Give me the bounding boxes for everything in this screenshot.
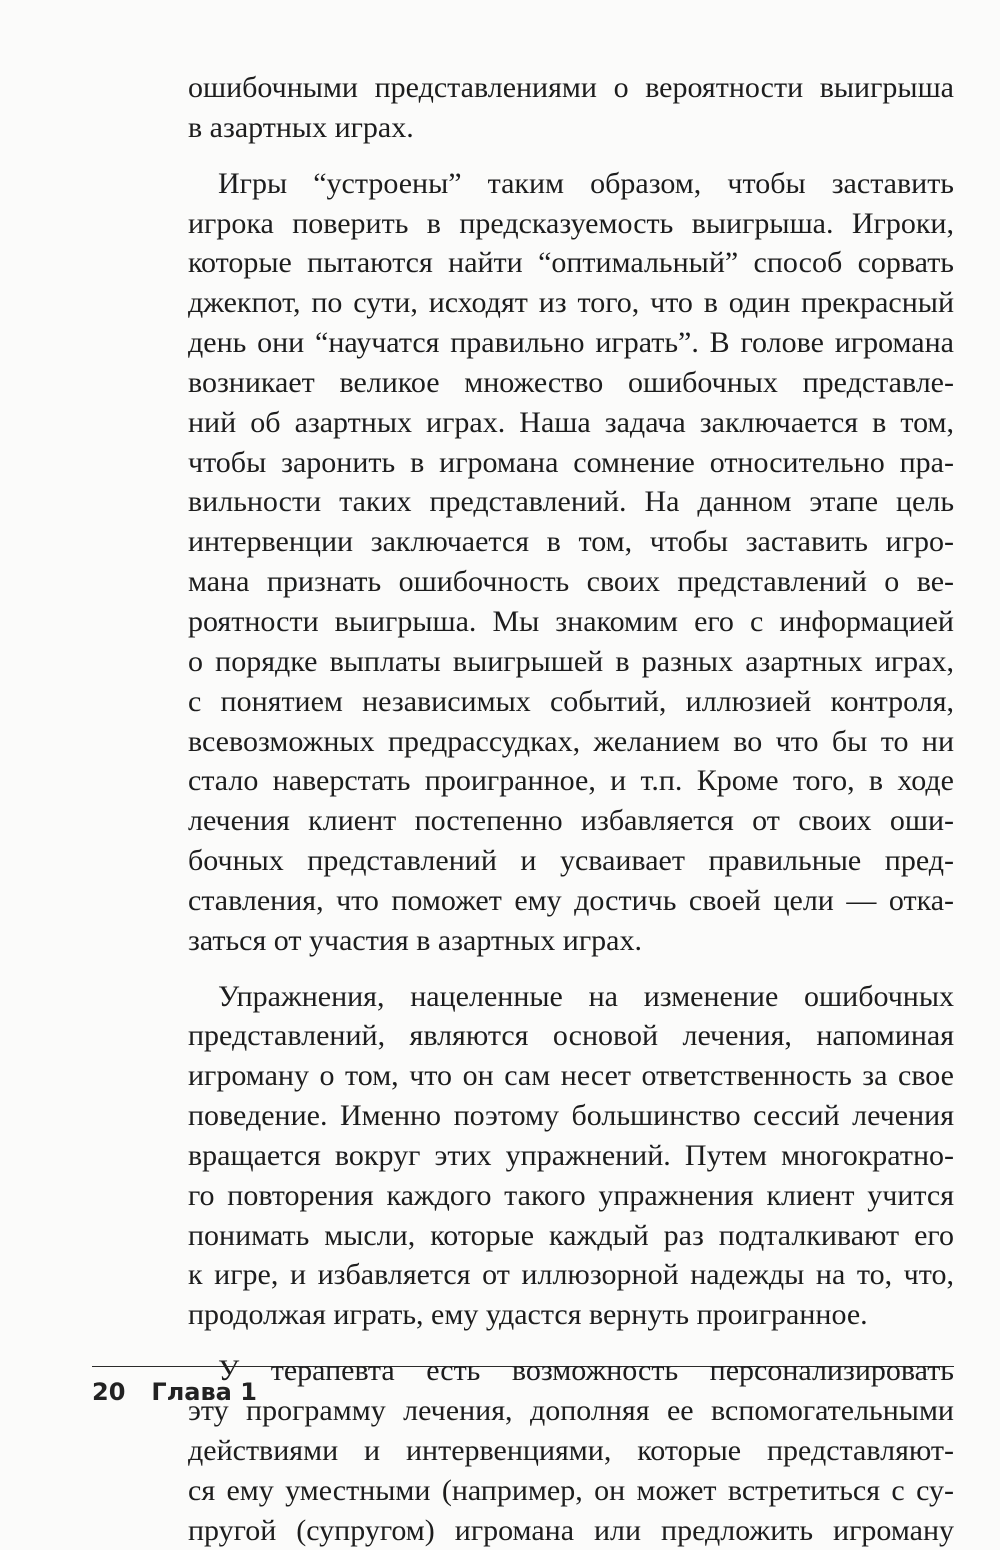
- text-line: мана признать ошибочность своих представлений о ве-: [188, 565, 954, 599]
- text-line: о порядке выплаты выигрышей в разных азартных играх,: [188, 644, 954, 678]
- text-line: представлений, являются основой лечения, напоминая: [188, 1019, 954, 1053]
- text-line: ошибочными представлениями о вероятности выигрыша: [188, 71, 954, 104]
- text-line: Упражнения, нацеленные на изменение ошибочных: [218, 979, 954, 1013]
- text-line: в азартных играх.: [188, 110, 414, 144]
- text-line: го повторения каждого такого упражнения клиент учится: [188, 1178, 954, 1212]
- text-line: роятности выигрыша. Мы знакомим его с информацией: [188, 604, 954, 638]
- text-line: с понятием независимых событий, иллюзией контроля,: [188, 684, 954, 718]
- text-line: вращается вокруг этих упражнений. Путем многократно-: [188, 1138, 954, 1172]
- page-body: [188, 68, 954, 1550]
- paragraph: [188, 1351, 954, 1550]
- page-number: 20: [92, 1378, 126, 1406]
- text-line: действиями и интервенциями, которые представляют-: [188, 1433, 954, 1467]
- text-line: к игре, и избавляется от иллюзорной надежды на то, что,: [188, 1258, 954, 1292]
- text-line: понимать мысли, которые каждый раз подталкивают его: [188, 1218, 954, 1252]
- running-footer: [92, 1378, 257, 1406]
- text-line: джекпот, по сути, исходят из того, что в один прекрасный: [188, 286, 954, 320]
- text-line: пругой (супругом) игромана или предложить игроману: [188, 1513, 954, 1547]
- text-line: ставления, что поможет ему достичь своей цели — отка-: [188, 883, 954, 917]
- text-line: продолжая играть, ему удастся вернуть проигранное.: [188, 1298, 868, 1332]
- text-line: бочных представлений и усваивает правильные пред-: [188, 844, 954, 878]
- text-line: всевозможных предрассудках, желанием во что бы то ни: [188, 724, 954, 758]
- text-line: день они “научатся правильно играть”. В голове игромана: [188, 326, 954, 360]
- paragraph: [188, 164, 954, 961]
- footer-divider: [92, 1366, 954, 1367]
- text-line: вильности таких представлений. На данном этапе цель: [188, 485, 954, 519]
- text-line: поведение. Именно поэтому большинство сессий лечения: [188, 1099, 954, 1133]
- text-line: возникает великое множество ошибочных представле-: [188, 365, 954, 399]
- text-line: ний об азартных играх. Наша задача заключается в том,: [188, 405, 954, 439]
- paragraph: [188, 977, 954, 1336]
- text-line: игроману о том, что он сам несет ответственность за свое: [188, 1059, 954, 1093]
- text-line: игрока поверить в предсказуемость выигрыша. Игроки,: [188, 206, 954, 240]
- text-line: У терапевта есть возможность персонализировать: [218, 1354, 954, 1388]
- text-line: ся ему уместными (например, он может встретиться с су-: [188, 1473, 954, 1507]
- text-line: стало наверстать проигранное, и т.п. Кроме того, в ходе: [188, 764, 954, 798]
- text-line: которые пытаются найти “оптимальный” способ сорвать: [188, 246, 954, 280]
- paragraph: [188, 68, 954, 148]
- chapter-label: Глава 1: [151, 1378, 257, 1406]
- text-line: лечения клиент постепенно избавляется от своих оши-: [188, 804, 954, 838]
- text-line: Игры “устроены” таким образом, чтобы заставить: [218, 166, 954, 200]
- text-line: заться от участия в азартных играх.: [188, 923, 642, 957]
- text-line: интервенции заключается в том, чтобы заставить игро-: [188, 525, 954, 559]
- text-line: эту программу лечения, дополняя ее вспомогательными: [188, 1394, 954, 1427]
- text-line: чтобы заронить в игромана сомнение относительно пра-: [188, 445, 954, 479]
